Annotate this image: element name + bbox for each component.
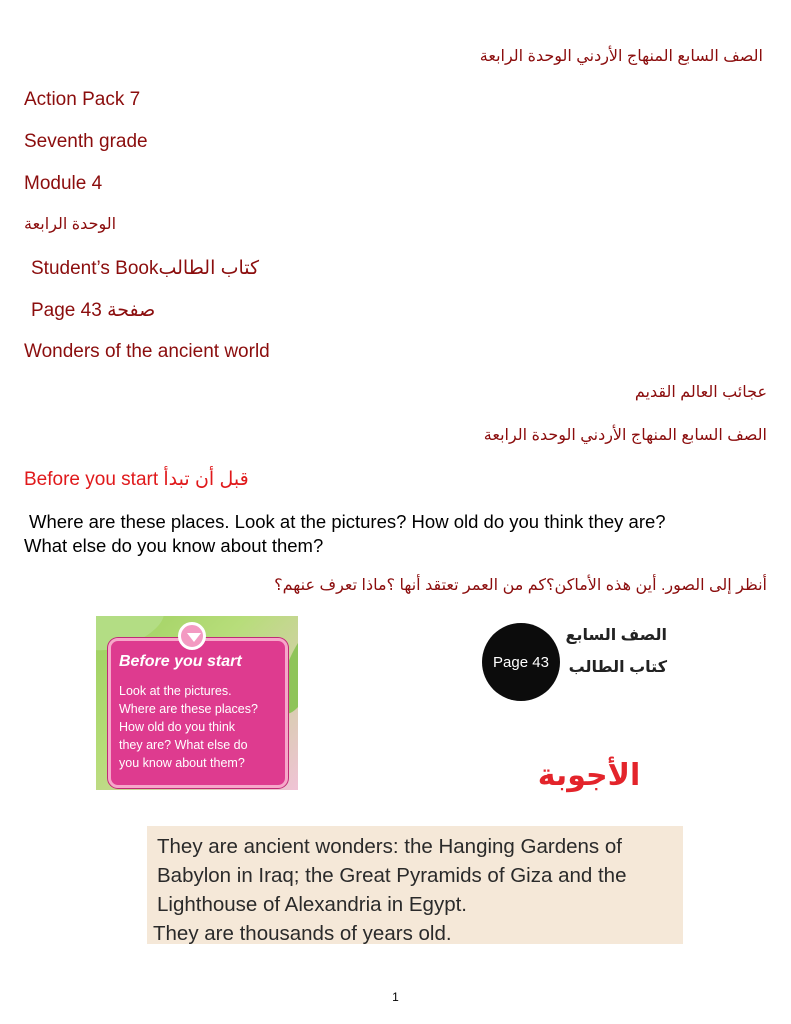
answers-heading: الأجوبة xyxy=(537,759,641,792)
answer-line: Lighthouse of Alexandria in Egypt. xyxy=(157,893,467,916)
module-arabic: الوحدة الرابعة xyxy=(24,216,117,233)
question-english-line-1: Where are these places. Look at the pictures? How old do you think they are? xyxy=(29,511,666,532)
page-badge xyxy=(482,623,560,701)
answer-line: Babylon in Iraq; the Great Pyramids of Giza and the xyxy=(157,864,627,887)
before-you-start-heading: Before you start قبل أن تبدأ xyxy=(24,469,249,490)
card-body xyxy=(119,682,289,772)
page-number: 1 xyxy=(392,990,399,1004)
chevron-down-icon xyxy=(178,622,206,650)
module-label: Module 4 xyxy=(24,173,103,194)
page-badge-label: Page 43 xyxy=(493,653,549,671)
question-english-line-2: What else do you know about them? xyxy=(24,535,324,556)
lesson-title-arabic: عجائب العالم القديم xyxy=(634,384,767,401)
lesson-title: Wonders of the ancient world xyxy=(24,341,270,362)
card-line: Look at the pictures. xyxy=(119,684,232,698)
grade-label: Seventh grade xyxy=(24,131,148,152)
answer-box xyxy=(147,826,683,944)
question-arabic: أنظر إلى الصور. أين هذه الأماكن؟كم من العمر تعتقد أنها ؟ماذا تعرف عنهم؟ xyxy=(274,577,767,594)
page-label: Page 43 صفحة xyxy=(31,300,156,321)
card-line: How old do you think xyxy=(119,720,236,734)
students-book-label: Student’s Bookكتاب الطالب xyxy=(31,258,260,279)
badge-book-arabic: كتاب الطالب xyxy=(568,659,667,676)
header-arabic: الصف السابع المنهاج الأردني الوحدة الرابعة xyxy=(479,48,763,65)
card-line: Where are these places? xyxy=(119,702,258,716)
answer-line: They are thousands of years old. xyxy=(153,922,452,945)
badge-grade-arabic: الصف السابع xyxy=(565,627,667,644)
book-title: Action Pack 7 xyxy=(24,89,141,110)
card-title: Before you start xyxy=(119,653,242,670)
card-line: they are? What else do xyxy=(119,738,248,752)
answer-line: They are ancient wonders: the Hanging Gardens of xyxy=(157,835,622,858)
card-line: you know about them? xyxy=(119,756,245,770)
header-arabic-2: الصف السابع المنهاج الأردني الوحدة الرابعة xyxy=(483,427,767,444)
